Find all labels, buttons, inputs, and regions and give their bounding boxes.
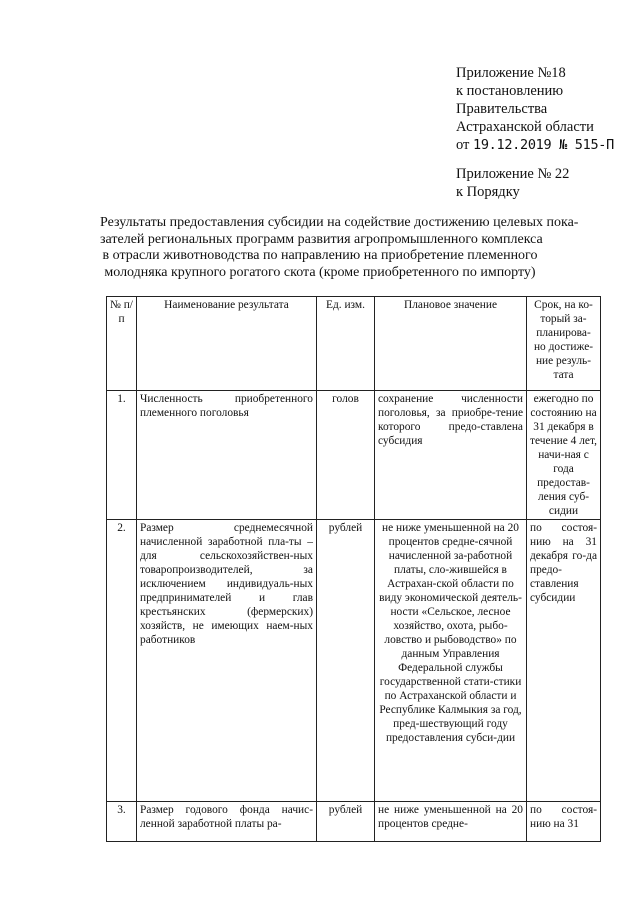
date-prefix: от bbox=[456, 137, 470, 153]
header-planned: Плановое значение bbox=[375, 297, 527, 391]
header-deadline: Срок, на ко- торый за- планирова- но достиже- ние резуль- тата bbox=[527, 297, 601, 391]
appendix-line: Приложение №18 bbox=[456, 65, 566, 81]
cell-deadline: по состоя-нию на 31 bbox=[527, 802, 601, 842]
title-line: Результаты предоставления субсидии на содействие достижению целевых пока- bbox=[100, 215, 579, 230]
document-title bbox=[100, 215, 579, 281]
appendix-block bbox=[456, 64, 636, 154]
table-row bbox=[107, 391, 601, 520]
cell-unit: голов bbox=[317, 391, 375, 520]
cell-name: Размер годового фонда начис-ленной заработной платы ра- bbox=[137, 802, 317, 842]
table-row bbox=[107, 802, 601, 842]
appendix-line: Правительства bbox=[456, 101, 548, 117]
appendix-line: Астраханской области bbox=[456, 119, 594, 135]
header-name: Наименование результата bbox=[137, 297, 317, 391]
title-line: зателей региональных программ развития агропромышленного комплекса bbox=[100, 231, 543, 247]
cell-planned: не ниже уменьшенной на 20 процентов средне- bbox=[375, 802, 527, 842]
cell-num: 1. bbox=[107, 391, 137, 520]
cell-num: 3. bbox=[107, 802, 137, 842]
table-row bbox=[107, 520, 601, 802]
date-value: 19.12.2019 № 515-П bbox=[473, 137, 614, 153]
cell-unit: рублей bbox=[317, 802, 375, 842]
title-line: молодняка крупного рогатого скота (кроме приобретенного по импорту) bbox=[104, 264, 536, 280]
cell-planned: сохранение численности поголовья, за приобре-тение которого предо-ставлена субсидия bbox=[375, 391, 527, 520]
appendix-date-line bbox=[456, 136, 636, 154]
title-line: в отрасли животноводства по направлению на приобретение племенного bbox=[102, 248, 538, 263]
cell-deadline: по состоя-нию на 31 декабря го-да предо-ставления субсидии bbox=[527, 520, 601, 802]
appendix-line: к постановлению bbox=[456, 83, 564, 99]
cell-deadline: ежегодно по состоянию на 31 декабря в течение 4 лет, начи-ная с года предостав-ления суб-сидии bbox=[527, 391, 601, 520]
header-unit: Ед. изм. bbox=[317, 297, 375, 391]
cell-num: 2. bbox=[107, 520, 137, 802]
cell-unit: рублей bbox=[317, 520, 375, 802]
cell-name: Размер среднемесячной начисленной заработной пла-ты – для сельскохозяйствен-ных товаропроизводителей, за исключением индивидуаль-ных предпринимателей и глав крестьянских (фермерских) хозяйств, не имеющих наем-ных работников bbox=[137, 520, 317, 802]
appendix-line: к Порядку bbox=[456, 184, 520, 200]
results-table bbox=[106, 296, 601, 842]
cell-planned: не ниже уменьшенной на 20 процентов средне-сячной начисленной за-работной платы, сло-жившейся в Астрахан-ской области по виду экономической деятель-ности «Сельское, лесное хозяйство, охота, рыбо-ловство и рыбоводство» по данным Управления Федеральной службы государственной стати-стики по Астраханской области и Республике Калмыкия за год, пред-шествующий году предоставления субси-дии bbox=[375, 520, 527, 802]
cell-name: Численность приобретенного племенного поголовья bbox=[137, 391, 317, 520]
header-num: № п/п bbox=[107, 297, 137, 391]
appendix-line: Приложение № 22 bbox=[456, 166, 570, 182]
table-header-row bbox=[107, 297, 601, 391]
appendix-block-secondary bbox=[456, 165, 636, 201]
